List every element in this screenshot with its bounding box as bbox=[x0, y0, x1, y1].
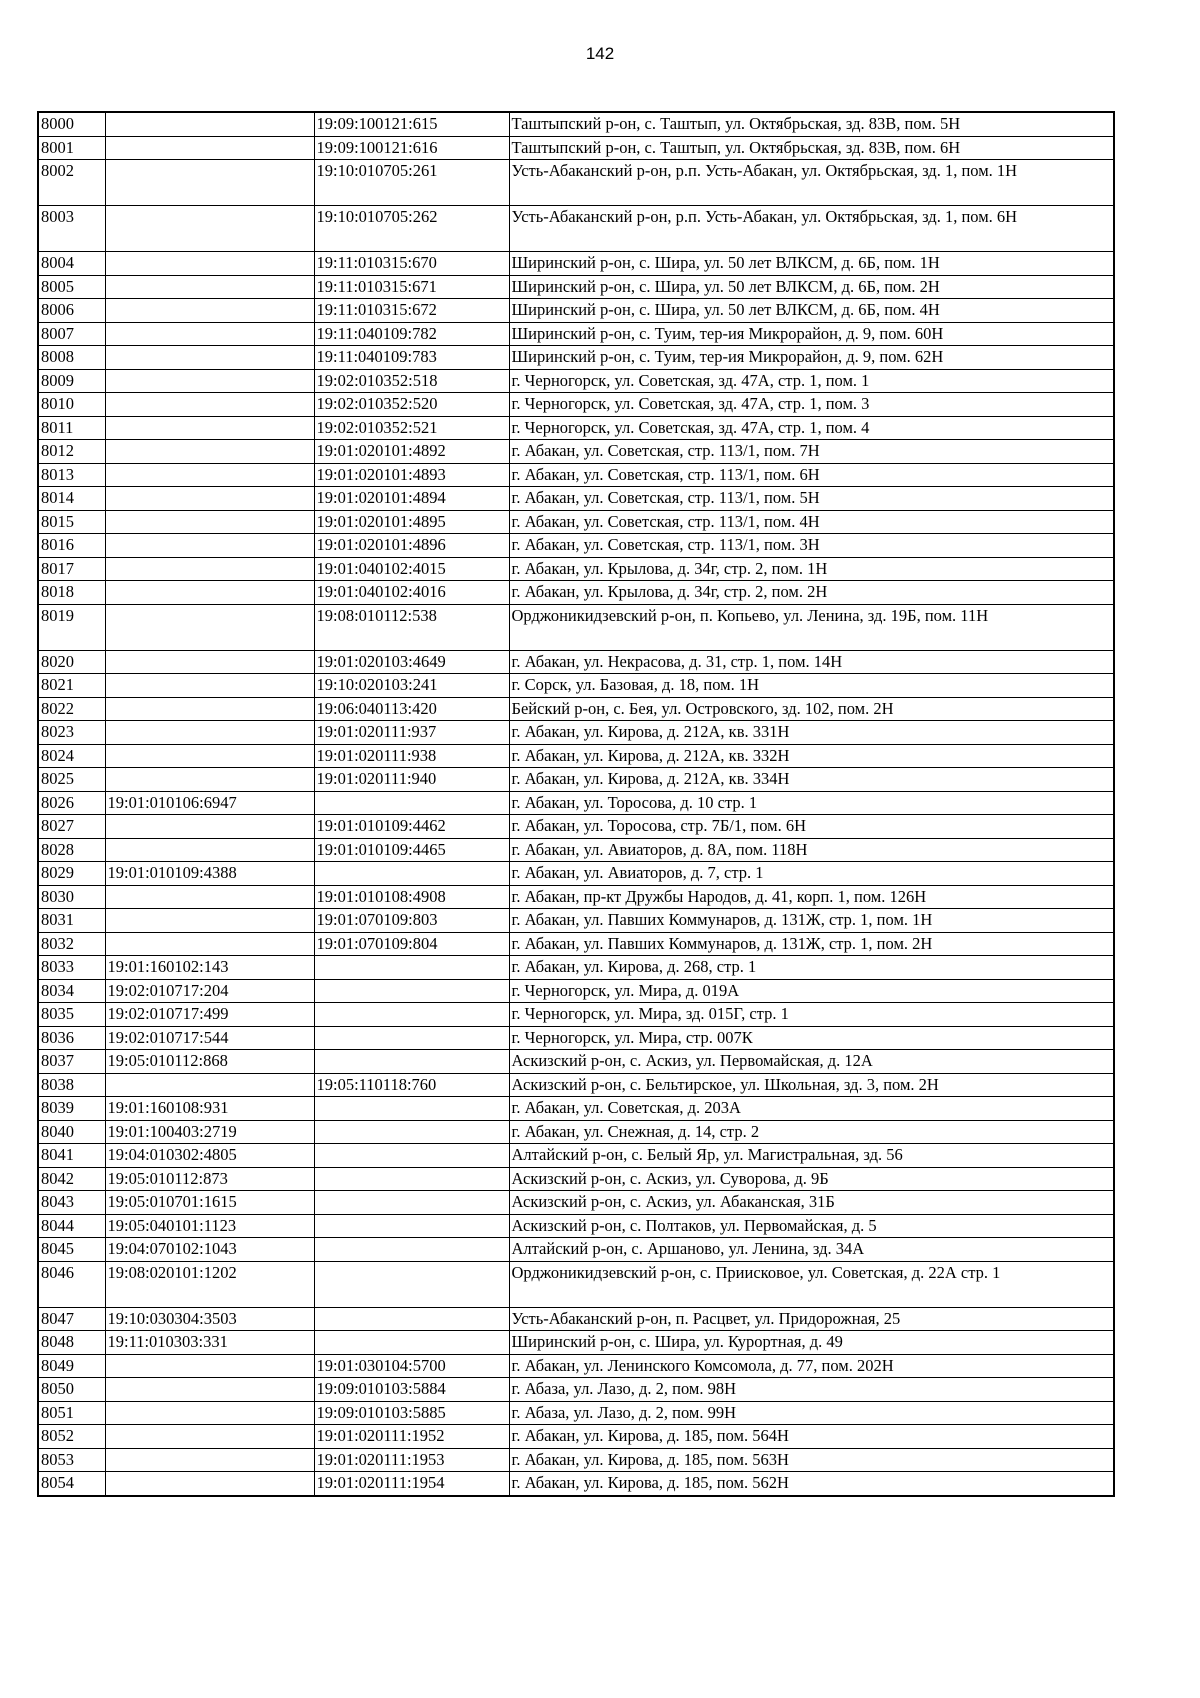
address-cell: Аскизский р-он, с. Аскиз, ул. Суворова, д. 9Б bbox=[509, 1167, 1114, 1191]
cadastral-number-a-cell bbox=[105, 346, 314, 370]
cadastral-number-a-cell bbox=[105, 721, 314, 745]
row-number-cell: 8053 bbox=[38, 1448, 105, 1472]
row-number-cell: 8027 bbox=[38, 815, 105, 839]
row-number-cell: 8046 bbox=[38, 1261, 105, 1307]
cadastral-number-b-cell bbox=[314, 1003, 509, 1027]
row-number-cell: 8002 bbox=[38, 160, 105, 206]
cadastral-number-b-cell bbox=[314, 1026, 509, 1050]
row-number-cell: 8003 bbox=[38, 206, 105, 252]
table-row bbox=[38, 1238, 1114, 1262]
table-row bbox=[38, 1331, 1114, 1355]
table-row bbox=[38, 252, 1114, 276]
row-number-cell: 8037 bbox=[38, 1050, 105, 1074]
address-cell: г. Абакан, ул. Кирова, д. 212А, кв. 331Н bbox=[509, 721, 1114, 745]
cadastral-number-a-cell bbox=[105, 815, 314, 839]
cadastral-number-a-cell bbox=[105, 581, 314, 605]
address-cell: г. Черногорск, ул. Мира, зд. 015Г, стр. 1 bbox=[509, 1003, 1114, 1027]
table-row bbox=[38, 815, 1114, 839]
table-row bbox=[38, 440, 1114, 464]
cadastral-number-b-cell bbox=[314, 956, 509, 980]
cadastral-number-a-cell bbox=[105, 487, 314, 511]
address-cell: г. Абакан, ул. Кирова, д. 185, пом. 563Н bbox=[509, 1448, 1114, 1472]
cadastral-number-b-cell: 19:01:020111:1954 bbox=[314, 1472, 509, 1496]
table-row bbox=[38, 1214, 1114, 1238]
row-number-cell: 8007 bbox=[38, 322, 105, 346]
cadastral-number-a-cell: 19:10:030304:3503 bbox=[105, 1307, 314, 1331]
cadastral-number-b-cell: 19:01:020101:4895 bbox=[314, 510, 509, 534]
address-cell: г. Абакан, ул. Павших Коммунаров, д. 131Ж, стр. 1, пом. 2Н bbox=[509, 932, 1114, 956]
address-cell: г. Абакан, ул. Павших Коммунаров, д. 131Ж, стр. 1, пом. 1Н bbox=[509, 909, 1114, 933]
cadastral-number-b-cell: 19:11:010315:672 bbox=[314, 299, 509, 323]
cadastral-number-a-cell bbox=[105, 463, 314, 487]
cadastral-number-a-cell bbox=[105, 674, 314, 698]
cadastral-number-a-cell bbox=[105, 1378, 314, 1402]
address-cell: г. Абакан, пр-кт Дружбы Народов, д. 41, корп. 1, пом. 126Н bbox=[509, 885, 1114, 909]
table-row bbox=[38, 369, 1114, 393]
address-cell: Аскизский р-он, с. Аскиз, ул. Абаканская, 31Б bbox=[509, 1191, 1114, 1215]
address-cell: г. Абакан, ул. Кирова, д. 212А, кв. 332Н bbox=[509, 744, 1114, 768]
row-number-cell: 8049 bbox=[38, 1354, 105, 1378]
row-number-cell: 8000 bbox=[38, 112, 105, 136]
cadastral-number-a-cell bbox=[105, 112, 314, 136]
row-number-cell: 8038 bbox=[38, 1073, 105, 1097]
address-cell: г. Сорск, ул. Базовая, д. 18, пом. 1Н bbox=[509, 674, 1114, 698]
table-row bbox=[38, 1073, 1114, 1097]
address-cell: г. Черногорск, ул. Советская, зд. 47А, стр. 1, пом. 1 bbox=[509, 369, 1114, 393]
cadastral-number-a-cell bbox=[105, 650, 314, 674]
row-number-cell: 8041 bbox=[38, 1144, 105, 1168]
row-number-cell: 8047 bbox=[38, 1307, 105, 1331]
cadastral-number-a-cell bbox=[105, 1472, 314, 1496]
table-row bbox=[38, 463, 1114, 487]
address-cell: г. Абакан, ул. Авиаторов, д. 8А, пом. 118Н bbox=[509, 838, 1114, 862]
table-row bbox=[38, 956, 1114, 980]
table-row bbox=[38, 721, 1114, 745]
address-cell: г. Абаза, ул. Лазо, д. 2, пом. 98Н bbox=[509, 1378, 1114, 1402]
address-cell: г. Абакан, ул. Кирова, д. 212А, кв. 334Н bbox=[509, 768, 1114, 792]
address-cell: Аскизский р-он, с. Бельтирское, ул. Школьная, зд. 3, пом. 2Н bbox=[509, 1073, 1114, 1097]
address-cell: г. Абакан, ул. Кирова, д. 185, пом. 564Н bbox=[509, 1425, 1114, 1449]
cadastral-number-b-cell: 19:01:010109:4462 bbox=[314, 815, 509, 839]
cadastral-number-a-cell bbox=[105, 252, 314, 276]
table-row bbox=[38, 322, 1114, 346]
row-number-cell: 8025 bbox=[38, 768, 105, 792]
table-row bbox=[38, 160, 1114, 206]
table-row bbox=[38, 1167, 1114, 1191]
address-cell: Бейский р-он, с. Бея, ул. Островского, зд. 102, пом. 2Н bbox=[509, 697, 1114, 721]
cadastral-number-a-cell bbox=[105, 136, 314, 160]
cadastral-number-a-cell: 19:02:010717:204 bbox=[105, 979, 314, 1003]
cadastral-number-b-cell: 19:01:020111:1952 bbox=[314, 1425, 509, 1449]
cadastral-number-a-cell: 19:01:010106:6947 bbox=[105, 791, 314, 815]
cadastral-number-b-cell bbox=[314, 791, 509, 815]
cadastral-number-b-cell: 19:01:030104:5700 bbox=[314, 1354, 509, 1378]
cadastral-number-a-cell bbox=[105, 393, 314, 417]
table-row bbox=[38, 416, 1114, 440]
table-row bbox=[38, 1120, 1114, 1144]
table-row bbox=[38, 1003, 1114, 1027]
cadastral-number-a-cell bbox=[105, 416, 314, 440]
row-number-cell: 8021 bbox=[38, 674, 105, 698]
address-cell: г. Абакан, ул. Кирова, д. 185, пом. 562Н bbox=[509, 1472, 1114, 1496]
cadastral-number-a-cell bbox=[105, 1401, 314, 1425]
address-cell: Таштыпский р-он, с. Таштып, ул. Октябрьская, зд. 83В, пом. 5Н bbox=[509, 112, 1114, 136]
address-cell: Ширинский р-он, с. Туим, тер-ия Микрорайон, д. 9, пом. 62Н bbox=[509, 346, 1114, 370]
row-number-cell: 8006 bbox=[38, 299, 105, 323]
cadastral-number-a-cell bbox=[105, 604, 314, 650]
row-number-cell: 8040 bbox=[38, 1120, 105, 1144]
cadastral-number-a-cell: 19:05:040101:1123 bbox=[105, 1214, 314, 1238]
cadastral-number-b-cell bbox=[314, 1331, 509, 1355]
cadastral-number-b-cell: 19:01:020111:1953 bbox=[314, 1448, 509, 1472]
table-row bbox=[38, 650, 1114, 674]
row-number-cell: 8001 bbox=[38, 136, 105, 160]
cadastral-number-a-cell bbox=[105, 534, 314, 558]
address-cell: Аскизский р-он, с. Полтаков, ул. Первомайская, д. 5 bbox=[509, 1214, 1114, 1238]
address-cell: Аскизский р-он, с. Аскиз, ул. Первомайская, д. 12А bbox=[509, 1050, 1114, 1074]
address-cell: г. Абакан, ул. Крылова, д. 34г, стр. 2, пом. 2Н bbox=[509, 581, 1114, 605]
cadastral-number-a-cell: 19:08:020101:1202 bbox=[105, 1261, 314, 1307]
cadastral-number-a-cell: 19:01:160102:143 bbox=[105, 956, 314, 980]
cadastral-number-b-cell bbox=[314, 1097, 509, 1121]
table-row bbox=[38, 791, 1114, 815]
cadastral-number-b-cell: 19:11:010315:670 bbox=[314, 252, 509, 276]
cadastral-number-a-cell bbox=[105, 1448, 314, 1472]
cadastral-number-b-cell: 19:09:010103:5885 bbox=[314, 1401, 509, 1425]
cadastral-number-b-cell: 19:01:020101:4893 bbox=[314, 463, 509, 487]
cadastral-number-a-cell bbox=[105, 909, 314, 933]
cadastral-number-a-cell: 19:05:010112:873 bbox=[105, 1167, 314, 1191]
cadastral-number-b-cell bbox=[314, 979, 509, 1003]
cadastral-number-a-cell bbox=[105, 322, 314, 346]
cadastral-number-a-cell bbox=[105, 932, 314, 956]
address-cell: г. Абакан, ул. Некрасова, д. 31, стр. 1, пом. 14Н bbox=[509, 650, 1114, 674]
row-number-cell: 8017 bbox=[38, 557, 105, 581]
row-number-cell: 8034 bbox=[38, 979, 105, 1003]
row-number-cell: 8039 bbox=[38, 1097, 105, 1121]
row-number-cell: 8009 bbox=[38, 369, 105, 393]
row-number-cell: 8044 bbox=[38, 1214, 105, 1238]
cadastral-number-a-cell: 19:04:010302:4805 bbox=[105, 1144, 314, 1168]
table-row bbox=[38, 534, 1114, 558]
table-row bbox=[38, 1026, 1114, 1050]
table-row bbox=[38, 510, 1114, 534]
cadastral-number-b-cell: 19:11:010315:671 bbox=[314, 275, 509, 299]
row-number-cell: 8016 bbox=[38, 534, 105, 558]
address-cell: Усть-Абаканский р-он, р.п. Усть-Абакан, ул. Октябрьская, зд. 1, пом. 6Н bbox=[509, 206, 1114, 252]
address-cell: Таштыпский р-он, с. Таштып, ул. Октябрьская, зд. 83В, пом. 6Н bbox=[509, 136, 1114, 160]
row-number-cell: 8019 bbox=[38, 604, 105, 650]
row-number-cell: 8013 bbox=[38, 463, 105, 487]
table-row bbox=[38, 1448, 1114, 1472]
address-cell: г. Абакан, ул. Крылова, д. 34г, стр. 2, пом. 1Н bbox=[509, 557, 1114, 581]
page-number: 142 bbox=[585, 44, 615, 63]
address-cell: г. Черногорск, ул. Мира, д. 019А bbox=[509, 979, 1114, 1003]
row-number-cell: 8004 bbox=[38, 252, 105, 276]
table-row bbox=[38, 604, 1114, 650]
table-row bbox=[38, 697, 1114, 721]
table-row bbox=[38, 275, 1114, 299]
table-row bbox=[38, 206, 1114, 252]
cadastral-number-a-cell bbox=[105, 1425, 314, 1449]
row-number-cell: 8054 bbox=[38, 1472, 105, 1496]
cadastral-number-b-cell: 19:06:040113:420 bbox=[314, 697, 509, 721]
row-number-cell: 8042 bbox=[38, 1167, 105, 1191]
table-row bbox=[38, 1401, 1114, 1425]
cadastral-number-b-cell: 19:09:100121:615 bbox=[314, 112, 509, 136]
cadastral-number-b-cell: 19:01:070109:803 bbox=[314, 909, 509, 933]
row-number-cell: 8022 bbox=[38, 697, 105, 721]
table-row bbox=[38, 1307, 1114, 1331]
cadastral-number-b-cell: 19:01:020101:4892 bbox=[314, 440, 509, 464]
cadastral-number-a-cell: 19:01:010109:4388 bbox=[105, 862, 314, 886]
table-row bbox=[38, 862, 1114, 886]
address-cell: Орджоникидзевский р-он, п. Копьево, ул. Ленина, зд. 19Б, пом. 11Н bbox=[509, 604, 1114, 650]
table-row bbox=[38, 112, 1114, 136]
row-number-cell: 8028 bbox=[38, 838, 105, 862]
row-number-cell: 8036 bbox=[38, 1026, 105, 1050]
cadastral-number-b-cell bbox=[314, 1307, 509, 1331]
address-cell: Ширинский р-он, с. Шира, ул. 50 лет ВЛКСМ, д. 6Б, пом. 2Н bbox=[509, 275, 1114, 299]
cadastral-number-a-cell bbox=[105, 440, 314, 464]
address-cell: Орджоникидзевский р-он, с. Приисковое, ул. Советская, д. 22А стр. 1 bbox=[509, 1261, 1114, 1307]
cadastral-number-b-cell: 19:01:020111:940 bbox=[314, 768, 509, 792]
address-cell: Ширинский р-он, с. Шира, ул. 50 лет ВЛКСМ, д. 6Б, пом. 4Н bbox=[509, 299, 1114, 323]
row-number-cell: 8020 bbox=[38, 650, 105, 674]
cadastral-number-a-cell: 19:11:010303:331 bbox=[105, 1331, 314, 1355]
cadastral-number-b-cell: 19:01:020101:4896 bbox=[314, 534, 509, 558]
cadastral-number-a-cell bbox=[105, 369, 314, 393]
cadastral-number-b-cell: 19:05:110118:760 bbox=[314, 1073, 509, 1097]
row-number-cell: 8050 bbox=[38, 1378, 105, 1402]
table-row bbox=[38, 487, 1114, 511]
cadastral-number-b-cell: 19:01:040102:4016 bbox=[314, 581, 509, 605]
table-row bbox=[38, 932, 1114, 956]
cadastral-number-b-cell bbox=[314, 1261, 509, 1307]
table-row bbox=[38, 1354, 1114, 1378]
cadastral-number-b-cell: 19:02:010352:521 bbox=[314, 416, 509, 440]
cadastral-number-b-cell bbox=[314, 1144, 509, 1168]
address-cell: Алтайский р-он, с. Белый Яр, ул. Магистральная, зд. 56 bbox=[509, 1144, 1114, 1168]
cadastral-number-b-cell: 19:09:100121:616 bbox=[314, 136, 509, 160]
cadastral-number-b-cell: 19:01:020101:4894 bbox=[314, 487, 509, 511]
cadastral-number-b-cell: 19:01:020103:4649 bbox=[314, 650, 509, 674]
cadastral-number-b-cell bbox=[314, 1191, 509, 1215]
cadastral-number-b-cell: 19:10:010705:261 bbox=[314, 160, 509, 206]
table-row bbox=[38, 1378, 1114, 1402]
row-number-cell: 8032 bbox=[38, 932, 105, 956]
row-number-cell: 8014 bbox=[38, 487, 105, 511]
address-cell: г. Абакан, ул. Кирова, д. 268, стр. 1 bbox=[509, 956, 1114, 980]
cadastral-number-a-cell bbox=[105, 838, 314, 862]
address-cell: г. Абакан, ул. Авиаторов, д. 7, стр. 1 bbox=[509, 862, 1114, 886]
cadastral-number-a-cell bbox=[105, 1354, 314, 1378]
address-cell: г. Абакан, ул. Торосова, стр. 7Б/1, пом. 6Н bbox=[509, 815, 1114, 839]
cadastral-number-b-cell bbox=[314, 1050, 509, 1074]
cadastral-number-a-cell: 19:05:010701:1615 bbox=[105, 1191, 314, 1215]
table-row bbox=[38, 393, 1114, 417]
cadastral-number-b-cell: 19:09:010103:5884 bbox=[314, 1378, 509, 1402]
cadastral-number-b-cell: 19:01:010108:4908 bbox=[314, 885, 509, 909]
cadastral-number-b-cell: 19:02:010352:518 bbox=[314, 369, 509, 393]
table-row bbox=[38, 136, 1114, 160]
table-body bbox=[38, 112, 1114, 1496]
cadastral-number-b-cell: 19:11:040109:782 bbox=[314, 322, 509, 346]
address-cell: г. Абакан, ул. Советская, стр. 113/1, пом. 5Н bbox=[509, 487, 1114, 511]
row-number-cell: 8045 bbox=[38, 1238, 105, 1262]
table-row bbox=[38, 909, 1114, 933]
table-row bbox=[38, 299, 1114, 323]
address-cell: г. Абакан, ул. Ленинского Комсомола, д. 77, пом. 202Н bbox=[509, 1354, 1114, 1378]
row-number-cell: 8029 bbox=[38, 862, 105, 886]
cadastral-number-a-cell: 19:02:010717:544 bbox=[105, 1026, 314, 1050]
cadastral-number-a-cell bbox=[105, 885, 314, 909]
row-number-cell: 8052 bbox=[38, 1425, 105, 1449]
table-row bbox=[38, 1425, 1114, 1449]
address-cell: Ширинский р-он, с. Шира, ул. 50 лет ВЛКСМ, д. 6Б, пом. 1Н bbox=[509, 252, 1114, 276]
cadastral-number-b-cell bbox=[314, 1238, 509, 1262]
row-number-cell: 8031 bbox=[38, 909, 105, 933]
cadastral-number-a-cell bbox=[105, 697, 314, 721]
address-cell: г. Черногорск, ул. Советская, зд. 47А, стр. 1, пом. 3 bbox=[509, 393, 1114, 417]
table-row bbox=[38, 1191, 1114, 1215]
address-cell: г. Абаза, ул. Лазо, д. 2, пом. 99Н bbox=[509, 1401, 1114, 1425]
table-row bbox=[38, 744, 1114, 768]
address-cell: г. Абакан, ул. Советская, стр. 113/1, пом. 3Н bbox=[509, 534, 1114, 558]
row-number-cell: 8008 bbox=[38, 346, 105, 370]
address-cell: г. Абакан, ул. Советская, д. 203А bbox=[509, 1097, 1114, 1121]
cadastral-number-a-cell bbox=[105, 160, 314, 206]
table-row bbox=[38, 1097, 1114, 1121]
address-cell: г. Абакан, ул. Советская, стр. 113/1, пом. 4Н bbox=[509, 510, 1114, 534]
row-number-cell: 8012 bbox=[38, 440, 105, 464]
cadastral-number-b-cell bbox=[314, 1167, 509, 1191]
row-number-cell: 8010 bbox=[38, 393, 105, 417]
cadastral-number-a-cell bbox=[105, 1073, 314, 1097]
row-number-cell: 8023 bbox=[38, 721, 105, 745]
cadastral-number-b-cell: 19:02:010352:520 bbox=[314, 393, 509, 417]
table-row bbox=[38, 838, 1114, 862]
table-row bbox=[38, 1261, 1114, 1307]
row-number-cell: 8026 bbox=[38, 791, 105, 815]
row-number-cell: 8015 bbox=[38, 510, 105, 534]
row-number-cell: 8051 bbox=[38, 1401, 105, 1425]
address-cell: г. Абакан, ул. Советская, стр. 113/1, пом. 6Н bbox=[509, 463, 1114, 487]
address-cell: Ширинский р-он, с. Шира, ул. Курортная, д. 49 bbox=[509, 1331, 1114, 1355]
row-number-cell: 8030 bbox=[38, 885, 105, 909]
cadastral-number-a-cell: 19:04:070102:1043 bbox=[105, 1238, 314, 1262]
cadastral-number-a-cell bbox=[105, 275, 314, 299]
table-row bbox=[38, 581, 1114, 605]
address-cell: г. Черногорск, ул. Советская, зд. 47А, стр. 1, пом. 4 bbox=[509, 416, 1114, 440]
table-row bbox=[38, 768, 1114, 792]
cadastral-number-a-cell bbox=[105, 768, 314, 792]
address-cell: г. Абакан, ул. Снежная, д. 14, стр. 2 bbox=[509, 1120, 1114, 1144]
table-row bbox=[38, 885, 1114, 909]
address-cell: г. Абакан, ул. Торосова, д. 10 стр. 1 bbox=[509, 791, 1114, 815]
row-number-cell: 8011 bbox=[38, 416, 105, 440]
cadastral-number-b-cell bbox=[314, 1214, 509, 1238]
property-registry-table bbox=[37, 111, 1115, 1497]
cadastral-number-a-cell bbox=[105, 744, 314, 768]
cadastral-number-b-cell bbox=[314, 862, 509, 886]
cadastral-number-b-cell: 19:01:070109:804 bbox=[314, 932, 509, 956]
row-number-cell: 8048 bbox=[38, 1331, 105, 1355]
cadastral-number-b-cell: 19:10:020103:241 bbox=[314, 674, 509, 698]
row-number-cell: 8033 bbox=[38, 956, 105, 980]
cadastral-number-b-cell: 19:11:040109:783 bbox=[314, 346, 509, 370]
cadastral-number-b-cell: 19:01:010109:4465 bbox=[314, 838, 509, 862]
address-cell: Усть-Абаканский р-он, р.п. Усть-Абакан, ул. Октябрьская, зд. 1, пом. 1Н bbox=[509, 160, 1114, 206]
row-number-cell: 8035 bbox=[38, 1003, 105, 1027]
cadastral-number-a-cell bbox=[105, 510, 314, 534]
cadastral-number-a-cell bbox=[105, 557, 314, 581]
table-row bbox=[38, 346, 1114, 370]
cadastral-number-b-cell: 19:01:020111:937 bbox=[314, 721, 509, 745]
cadastral-number-a-cell: 19:05:010112:868 bbox=[105, 1050, 314, 1074]
row-number-cell: 8043 bbox=[38, 1191, 105, 1215]
address-cell: Ширинский р-он, с. Туим, тер-ия Микрорайон, д. 9, пом. 60Н bbox=[509, 322, 1114, 346]
cadastral-number-b-cell: 19:08:010112:538 bbox=[314, 604, 509, 650]
cadastral-number-b-cell: 19:01:020111:938 bbox=[314, 744, 509, 768]
cadastral-number-a-cell: 19:02:010717:499 bbox=[105, 1003, 314, 1027]
table-row bbox=[38, 674, 1114, 698]
cadastral-number-b-cell bbox=[314, 1120, 509, 1144]
cadastral-number-a-cell bbox=[105, 206, 314, 252]
table-row bbox=[38, 979, 1114, 1003]
address-cell: г. Черногорск, ул. Мира, стр. 007К bbox=[509, 1026, 1114, 1050]
row-number-cell: 8024 bbox=[38, 744, 105, 768]
address-cell: Усть-Абаканский р-он, п. Расцвет, ул. Придорожная, 25 bbox=[509, 1307, 1114, 1331]
cadastral-number-a-cell: 19:01:100403:2719 bbox=[105, 1120, 314, 1144]
cadastral-number-b-cell: 19:10:010705:262 bbox=[314, 206, 509, 252]
address-cell: г. Абакан, ул. Советская, стр. 113/1, пом. 7Н bbox=[509, 440, 1114, 464]
cadastral-number-a-cell bbox=[105, 299, 314, 323]
table-row bbox=[38, 557, 1114, 581]
row-number-cell: 8018 bbox=[38, 581, 105, 605]
cadastral-number-a-cell: 19:01:160108:931 bbox=[105, 1097, 314, 1121]
table-row bbox=[38, 1050, 1114, 1074]
row-number-cell: 8005 bbox=[38, 275, 105, 299]
table-row bbox=[38, 1144, 1114, 1168]
address-cell: Алтайский р-он, с. Аршаново, ул. Ленина, зд. 34А bbox=[509, 1238, 1114, 1262]
cadastral-number-b-cell: 19:01:040102:4015 bbox=[314, 557, 509, 581]
table-row bbox=[38, 1472, 1114, 1496]
